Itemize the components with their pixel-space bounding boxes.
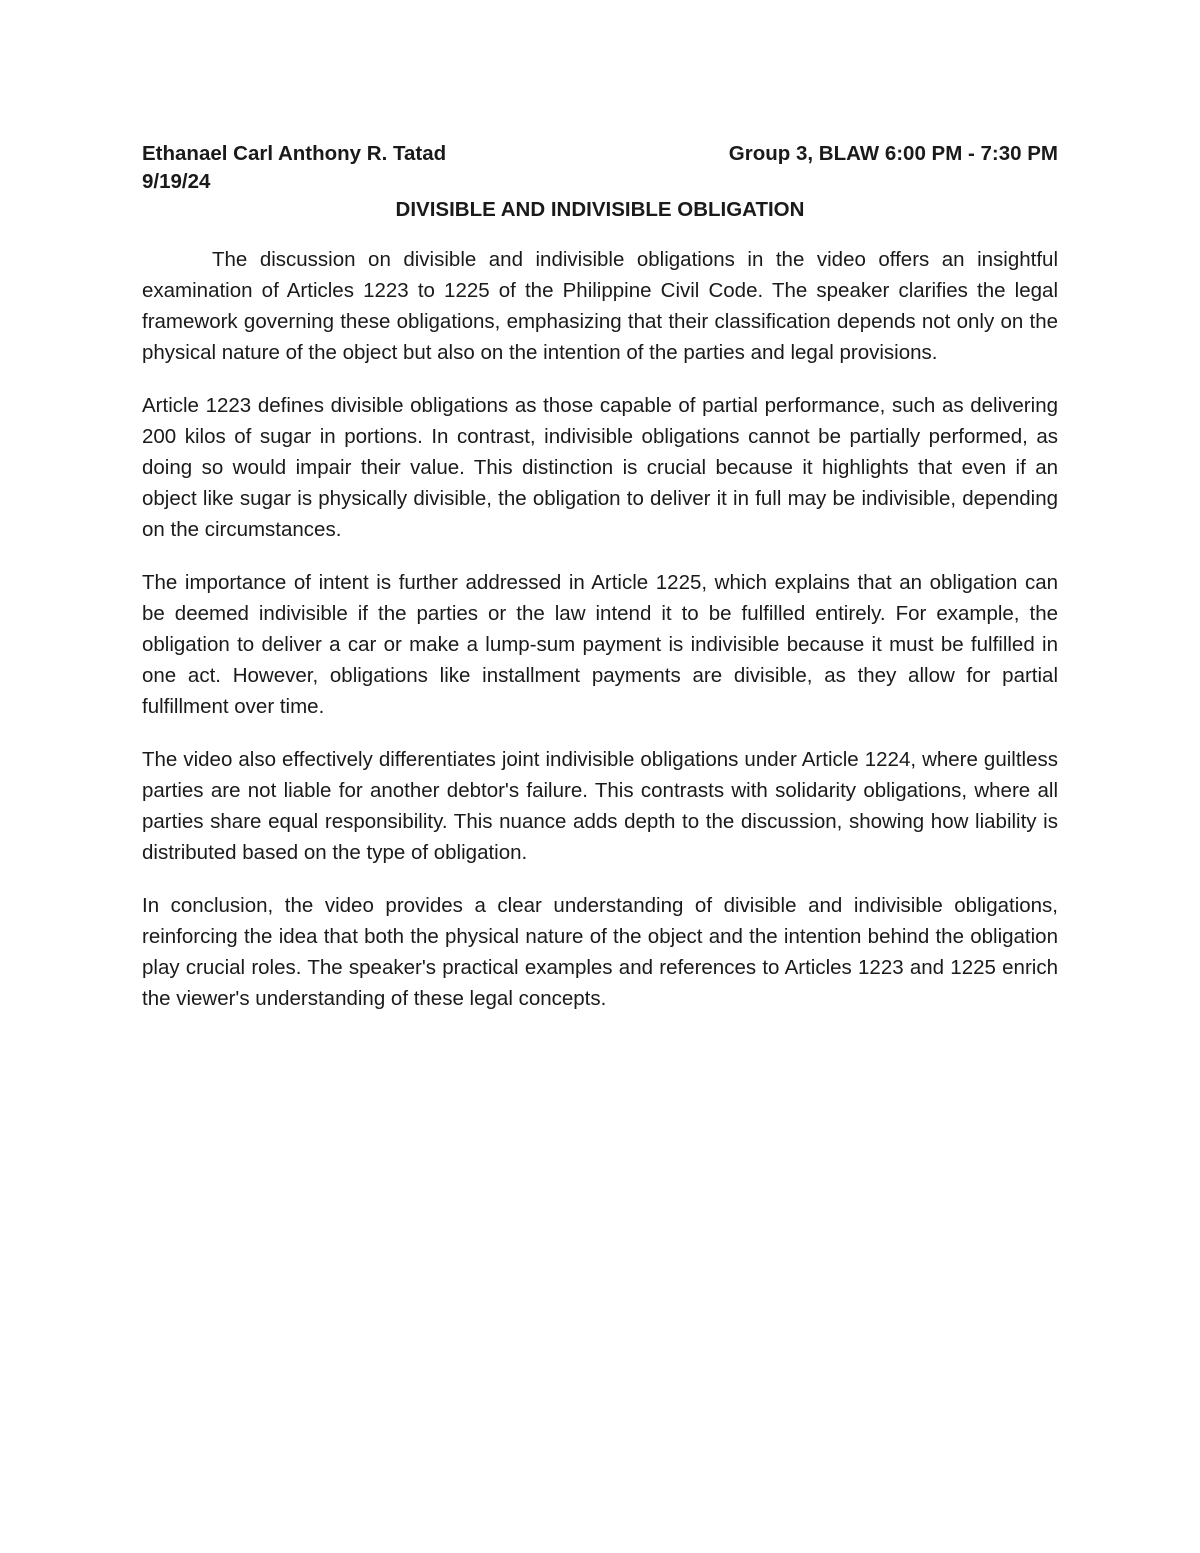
- paragraph-article-1224: The video also effectively differentiates joint indivisible obligations under Article 1224, where guiltless parties are not liable for another debtor's failure. This contrasts with solidarity obligations, where all parties share equal responsibility. This nuance adds depth to the discussion, showing how liability is distributed based on the type of obligation.: [142, 748, 1058, 864]
- header-row: [142, 140, 1058, 168]
- paragraph-article-1225: The importance of intent is further addressed in Article 1225, which explains that an obligation can be deemed indivisible if the parties or the law intend it to be fulfilled entirely. For example, the obligation to deliver a car or make a lump-sum payment is indivisible because it must be fulfilled in one act. However, obligations like installment payments are divisible, as they allow for partial fulfillment over time.: [142, 571, 1058, 718]
- document-content: [142, 140, 1058, 1036]
- paragraph-conclusion: In conclusion, the video provides a clear understanding of divisible and indivisible obligations, reinforcing the idea that both the physical nature of the object and the intention behind the obligation play crucial roles. The speaker's practical examples and references to Articles 1223 and 1225 enrich the viewer's understanding of these legal concepts.: [142, 894, 1058, 1010]
- group-schedule: Group 3, BLAW 6:00 PM - 7:30 PM: [728, 142, 1058, 165]
- paragraph-intro: The discussion on divisible and indivisible obligations in the video offers an insightful examination of Articles 1223 to 1225 of the Philippine Civil Code. The speaker clarifies the legal framework governing these obligations, emphasizing that their classification depends not only on the physical nature of the object but also on the intention of the parties and legal provisions.: [142, 248, 1058, 364]
- document-title: DIVISIBLE AND INDIVISIBLE OBLIGATION: [395, 198, 805, 221]
- paragraph-article-1223: Article 1223 defines divisible obligations as those capable of partial performance, such as delivering 200 kilos of sugar in portions. In contrast, indivisible obligations cannot be partially performed, as doing so would impair their value. This distinction is crucial because it highlights that even if an object like sugar is physically divisible, the obligation to deliver it in full may be indivisible, depending on the circumstances.: [142, 394, 1058, 541]
- document-date: 9/19/24: [142, 170, 211, 193]
- author-name: Ethanael Carl Anthony R. Tatad: [142, 142, 447, 165]
